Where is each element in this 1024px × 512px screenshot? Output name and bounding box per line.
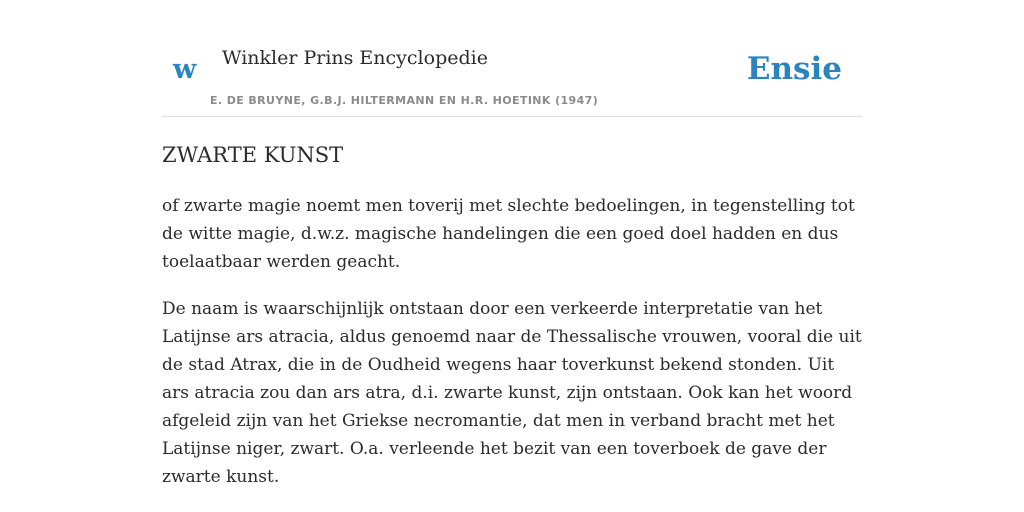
entry-title: ZWARTE KUNST xyxy=(162,143,344,167)
ensie-brand-logo[interactable]: Ensie xyxy=(746,51,842,87)
book-header xyxy=(162,0,862,117)
entry-paragraph: of zwarte magie noemt men toverij met slechte bedoelingen, in tegenstelling tot de witte magie, d.w.z. magische handelingen die een goed doel hadden en dus toelaatbaar werden geacht. xyxy=(162,196,855,272)
entry-paragraph: De naam is waarschijnlijk ontstaan door een verkeerde interpretatie van het Latijnse ars atracia, aldus genoemd naar de Thessalische vrouwen, vooral die uit de stad Atrax, die in de Oudheid wegens haar toverkunst bekend stonden. Uit ars atracia zou dan ars atra, d.i. zwarte kunst, zijn ontstaan. Ook kan het woord afgeleid zijn van het Griekse necromantie, dat men in verband bracht met het Latijnse niger, zwart. O.a. verleende het bezit van een toverboek de gave der zwarte kunst. xyxy=(162,299,862,487)
book-authors: E. DE BRUYNE, G.B.J. HILTERMANN EN H.R. HOETINK (1947) xyxy=(210,94,599,107)
entry-content xyxy=(162,192,862,510)
book-logo[interactable]: w xyxy=(173,54,197,85)
book-title-link[interactable]: Winkler Prins Encyclopedie xyxy=(222,47,488,69)
